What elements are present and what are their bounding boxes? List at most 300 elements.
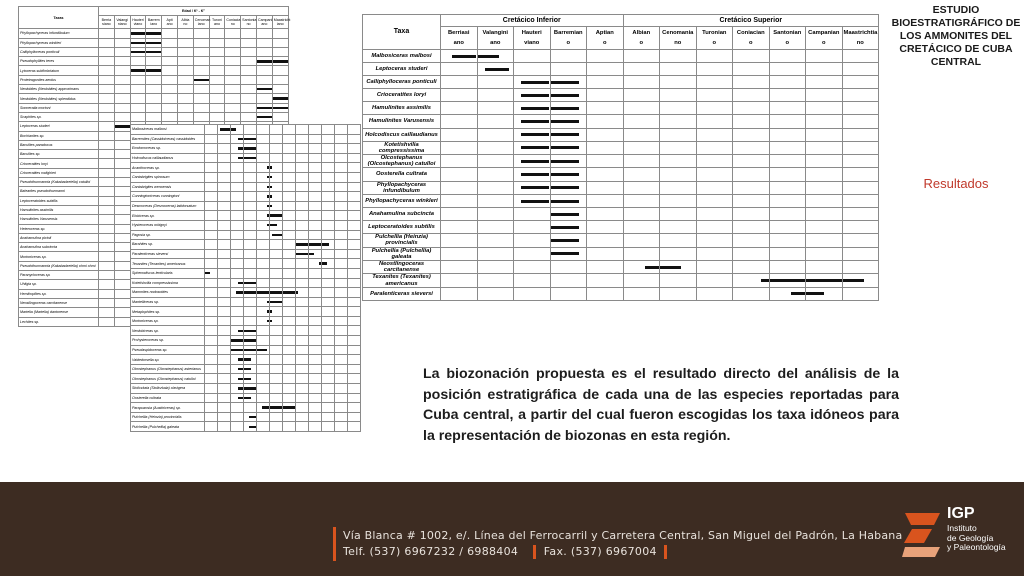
stage-cell <box>842 50 879 63</box>
stage-cell <box>623 115 660 128</box>
stage-cell <box>769 63 806 76</box>
stage-cell <box>218 182 231 192</box>
stage-cell <box>283 134 296 144</box>
stage-cell <box>309 240 322 250</box>
stage-cell <box>270 125 283 135</box>
stage-cell <box>257 288 270 298</box>
stage-cell <box>322 297 335 307</box>
stage-cell <box>296 336 309 346</box>
table-row <box>131 201 361 211</box>
stage-cell <box>257 211 270 221</box>
stage-cell <box>335 182 348 192</box>
stage-cell <box>283 240 296 250</box>
range-bar <box>270 214 282 216</box>
stage-header: Berria siano <box>99 16 115 29</box>
stage-header-line: Turonian <box>702 30 727 36</box>
stage-cell <box>99 112 115 121</box>
stage-cell <box>244 412 257 422</box>
taxon-name: Leptoceratoides subtilis <box>363 221 441 234</box>
stage-cell <box>130 38 146 47</box>
stage-cell <box>296 403 309 413</box>
stage-cell <box>244 288 257 298</box>
stage-cell <box>244 172 257 182</box>
stage-cell <box>257 374 270 384</box>
stage-cell <box>309 230 322 240</box>
stage-cell <box>205 288 218 298</box>
stage-cell <box>348 192 361 202</box>
stage-cell <box>256 75 272 84</box>
stage-cell <box>587 141 624 154</box>
logo-subtitle-line: de Geología <box>947 532 994 543</box>
taxon-name: Kotetishvilia compressissima <box>131 278 205 288</box>
range-bar <box>146 42 161 44</box>
stage-cell <box>218 240 231 250</box>
range-bar <box>257 88 272 90</box>
stage-cell <box>587 181 624 194</box>
stage-cell <box>477 208 514 221</box>
stage-header-line: Valangini <box>482 30 508 36</box>
stage-cell <box>477 155 514 168</box>
stage-cell <box>477 181 514 194</box>
stage-cell <box>769 208 806 221</box>
range-bar <box>231 349 243 351</box>
stage-header-line: o <box>566 40 571 46</box>
stage-cell <box>244 345 257 355</box>
stage-cell <box>441 155 478 168</box>
taxon-name: Barahites sp. <box>131 240 205 250</box>
table-row <box>131 288 361 298</box>
stage-cell <box>177 57 193 66</box>
stage-cell <box>842 115 879 128</box>
stage-cell <box>477 221 514 234</box>
stage-cell <box>514 141 551 154</box>
stage-cell <box>283 153 296 163</box>
stage-cell <box>256 29 272 38</box>
stage-cell <box>348 249 361 259</box>
stage-header: Coniacia no <box>225 16 241 29</box>
range-bar <box>791 292 805 295</box>
stage-cell <box>272 75 288 84</box>
lower-cretaceous-header: Cretácico Inferior <box>441 15 624 27</box>
stage-cell <box>587 168 624 181</box>
taxon-name: Prohysteroceras sp. <box>131 336 205 346</box>
taxon-name: Cantabrigites wenoensis <box>131 182 205 192</box>
stage-cell <box>270 153 283 163</box>
stage-cell <box>231 336 244 346</box>
stage-cell <box>348 163 361 173</box>
stage-cell <box>335 192 348 202</box>
stage-cell <box>514 274 551 287</box>
taxa-column-header: Taxa <box>363 15 441 50</box>
stage-header <box>441 27 478 50</box>
stage-cell <box>309 336 322 346</box>
stage-cell <box>335 144 348 154</box>
stage-cell <box>218 268 231 278</box>
stage-cell <box>769 194 806 207</box>
stage-cell <box>231 374 244 384</box>
stage-cell <box>283 288 296 298</box>
range-bar <box>273 107 288 109</box>
stage-cell <box>231 211 244 221</box>
stage-header: Cenoman iano <box>193 16 209 29</box>
stage-cell <box>696 261 733 274</box>
stage-cell <box>806 63 843 76</box>
taxon-name: Parapuzosia (Austiniceras) sp. <box>131 403 205 413</box>
stage-cell <box>322 153 335 163</box>
range-bar <box>521 146 549 149</box>
stage-cell <box>322 172 335 182</box>
stage-cell <box>587 102 624 115</box>
stage-cell <box>477 261 514 274</box>
range-bar <box>521 173 549 176</box>
stage-cell <box>309 422 322 432</box>
stage-cell <box>99 75 115 84</box>
stage-cell <box>231 153 244 163</box>
stage-cell <box>514 115 551 128</box>
stage-cell <box>348 364 361 374</box>
stage-cell <box>309 192 322 202</box>
stage-cell <box>244 211 257 221</box>
stage-cell <box>241 66 257 75</box>
stage-cell <box>162 38 178 47</box>
stage-cell <box>114 122 130 131</box>
stage-cell <box>696 194 733 207</box>
stage-cell <box>769 221 806 234</box>
stage-cell <box>806 89 843 102</box>
stage-cell <box>696 115 733 128</box>
stage-cell <box>146 85 162 94</box>
stage-cell <box>205 230 218 240</box>
stage-cell <box>114 38 130 47</box>
stage-cell <box>130 103 146 112</box>
range-bar <box>270 186 272 188</box>
stage-cell <box>587 247 624 260</box>
stage-cell <box>205 182 218 192</box>
range-bar <box>551 107 579 110</box>
stage-cell <box>769 155 806 168</box>
stage-cell <box>205 403 218 413</box>
stage-cell <box>257 422 270 432</box>
stage-cell <box>696 208 733 221</box>
stage-cell <box>244 230 257 240</box>
stage-cell <box>441 221 478 234</box>
stage-cell <box>244 182 257 192</box>
stage-cell <box>283 201 296 211</box>
stage-cell <box>335 163 348 173</box>
stage-cell <box>806 141 843 154</box>
stage-cell <box>322 230 335 240</box>
stage-cell <box>550 50 587 63</box>
stage-cell <box>270 336 283 346</box>
stage-header <box>806 27 843 50</box>
stage-cell <box>842 181 879 194</box>
stage-cell <box>193 29 209 38</box>
stage-cell <box>99 66 115 75</box>
stage-cell <box>769 261 806 274</box>
range-bar <box>238 397 243 399</box>
taxon-name: Pseudophyllites teres <box>19 57 99 66</box>
range-bar <box>521 94 549 97</box>
stage-cell <box>806 181 843 194</box>
table-row <box>19 94 289 103</box>
stage-cell <box>244 192 257 202</box>
stage-cell <box>309 412 322 422</box>
stage-cell <box>225 75 241 84</box>
stage-cell <box>272 57 288 66</box>
stage-header: Campani ano <box>256 16 272 29</box>
stage-cell <box>177 47 193 56</box>
stage-cell <box>660 168 697 181</box>
stage-header: Barrem iano <box>146 16 162 29</box>
stage-cell <box>114 289 130 298</box>
stage-cell <box>550 115 587 128</box>
stage-cell <box>335 249 348 259</box>
stage-cell <box>270 278 283 288</box>
taxon-name: Neolobites (Neolobites) approximans <box>19 85 99 94</box>
stage-cell <box>244 201 257 211</box>
stage-cell <box>130 47 146 56</box>
taxon-name: Leptoceras studeri <box>19 122 99 131</box>
stage-cell <box>441 50 478 63</box>
stage-cell <box>309 220 322 230</box>
stage-cell <box>587 234 624 247</box>
range-bar <box>551 186 579 189</box>
stage-cell <box>335 336 348 346</box>
stage-cell <box>114 75 130 84</box>
stage-cell <box>283 384 296 394</box>
taxon-name: Holcodiscus caillaudianus <box>363 128 441 141</box>
range-bar <box>273 60 288 62</box>
range-bar <box>270 195 272 197</box>
stage-cell <box>309 259 322 269</box>
stage-cell <box>283 403 296 413</box>
stage-header-line: no <box>674 40 682 46</box>
range-bar <box>273 97 288 99</box>
stage-cell <box>348 403 361 413</box>
stage-cell <box>335 355 348 365</box>
stage-cell <box>205 393 218 403</box>
stage-cell <box>441 89 478 102</box>
stage-cell <box>441 194 478 207</box>
footer-fax: Fax. (537) 6967004 <box>543 545 657 558</box>
stage-cell <box>769 287 806 300</box>
taxon-name: Hemihoplites sp. <box>19 289 99 298</box>
stage-cell <box>241 29 257 38</box>
stage-cell <box>842 261 879 274</box>
stage-cell <box>309 297 322 307</box>
stage-cell <box>209 57 225 66</box>
stage-cell <box>514 221 551 234</box>
stage-cell <box>477 234 514 247</box>
table-row <box>131 345 361 355</box>
stage-cell <box>309 201 322 211</box>
stage-cell <box>218 220 231 230</box>
table-row <box>131 278 361 288</box>
stage-cell <box>205 125 218 135</box>
taxon-name: Pagosia sp. <box>131 230 205 240</box>
stage-cell <box>162 29 178 38</box>
stage-header: Maastricht iano <box>272 16 288 29</box>
stage-cell <box>348 316 361 326</box>
range-bar <box>660 266 681 269</box>
taxon-name: Mantelliceras sp. <box>131 297 205 307</box>
stage-cell <box>218 211 231 221</box>
stage-cell <box>335 220 348 230</box>
logo-subtitle <box>947 524 1006 553</box>
stage-cell <box>272 94 288 103</box>
table-row <box>131 364 361 374</box>
stage-cell <box>477 50 514 63</box>
table-row <box>19 29 289 38</box>
stage-cell <box>696 63 733 76</box>
stage-cell <box>514 89 551 102</box>
stage-cell <box>842 287 879 300</box>
range-bar <box>238 138 243 140</box>
stage-cell <box>114 196 130 205</box>
stage-cell <box>244 144 257 154</box>
stage-cell <box>296 134 309 144</box>
range-bar <box>270 205 272 207</box>
stage-cell <box>806 261 843 274</box>
stage-cell <box>733 141 770 154</box>
stage-cell <box>283 393 296 403</box>
stage-cell <box>514 63 551 76</box>
stage-cell <box>205 374 218 384</box>
stage-cell <box>99 85 115 94</box>
stage-header: Santonia no <box>241 16 257 29</box>
stage-cell <box>114 66 130 75</box>
stage-header-line: o <box>822 40 826 46</box>
range-bar <box>270 291 282 293</box>
stage-cell <box>660 221 697 234</box>
stage-cell <box>114 205 130 214</box>
stage-cell <box>296 144 309 154</box>
stage-cell <box>257 297 270 307</box>
stage-cell <box>296 374 309 384</box>
stage-cell <box>256 85 272 94</box>
table-row <box>363 115 879 128</box>
stage-cell <box>257 403 270 413</box>
stage-cell <box>696 247 733 260</box>
stage-cell <box>205 316 218 326</box>
stage-cell <box>283 163 296 173</box>
stage-cell <box>270 403 283 413</box>
range-bar <box>238 358 243 360</box>
logo-wordmark: IGP <box>947 505 975 522</box>
table-row <box>131 384 361 394</box>
taxon-name: Neosilingoceras carcitanense <box>19 298 99 307</box>
stage-cell <box>309 134 322 144</box>
stage-cell <box>660 234 697 247</box>
stage-cell <box>99 205 115 214</box>
table-row <box>363 102 879 115</box>
stage-cell <box>660 247 697 260</box>
stage-cell <box>322 220 335 230</box>
stage-cell <box>769 89 806 102</box>
stage-cell <box>441 274 478 287</box>
stage-cell <box>99 159 115 168</box>
stage-cell <box>322 393 335 403</box>
stage-cell <box>244 336 257 346</box>
stage-cell <box>205 134 218 144</box>
taxon-name: Malbosiceras malbosi <box>131 125 205 135</box>
taxon-name: Cunningtoniceras cunningtoni <box>131 192 205 202</box>
stage-cell <box>99 94 115 103</box>
taxon-name: Baculites paradoxus <box>19 140 99 149</box>
stage-cell <box>514 128 551 141</box>
table-row <box>363 221 879 234</box>
stage-cell <box>769 128 806 141</box>
stage-cell <box>514 261 551 274</box>
stage-cell <box>696 168 733 181</box>
stage-cell <box>322 144 335 154</box>
stage-cell <box>270 240 283 250</box>
table-row <box>363 274 879 287</box>
stage-cell <box>477 89 514 102</box>
stage-cell <box>257 220 270 230</box>
taxon-name: Scaphites sp. <box>19 112 99 121</box>
stage-cell <box>99 233 115 242</box>
stage-cell <box>335 345 348 355</box>
stage-cell <box>270 412 283 422</box>
stage-cell <box>177 66 193 75</box>
stage-cell <box>244 163 257 173</box>
stage-cell <box>270 259 283 269</box>
stage-cell <box>218 249 231 259</box>
taxon-name: Pulchellia (Pulchellia) galeata <box>363 247 441 260</box>
stage-cell <box>99 280 115 289</box>
stage-cell <box>842 155 879 168</box>
taxon-name: Desmoceras (Desmoceras) latidorsatum <box>131 201 205 211</box>
stage-cell <box>146 38 162 47</box>
stage-cell <box>806 287 843 300</box>
stage-cell <box>550 168 587 181</box>
table-row <box>131 268 361 278</box>
stage-cell <box>272 38 288 47</box>
taxon-name: Acanthoceras sp. <box>131 163 205 173</box>
range-bar <box>551 200 579 203</box>
stage-cell <box>733 89 770 102</box>
section-label: Resultados <box>923 176 989 191</box>
stage-cell <box>660 208 697 221</box>
stage-cell <box>514 155 551 168</box>
stage-cell <box>296 278 309 288</box>
taxon-name: Olcostephanus (Olcostephanus) asterianus <box>131 364 205 374</box>
stage-cell <box>335 297 348 307</box>
stage-header <box>733 27 770 50</box>
taxon-name: Neolobites (Neolobites) splendidus <box>19 94 99 103</box>
stage-cell <box>322 374 335 384</box>
taxon-name: Balearites pseudothurmanni <box>19 187 99 196</box>
table-row <box>131 144 361 154</box>
stage-cell <box>205 268 218 278</box>
taxon-name: Anahamulina subcincta <box>363 208 441 221</box>
stage-cell <box>769 181 806 194</box>
stage-cell <box>177 85 193 94</box>
stage-cell <box>441 141 478 154</box>
stage-cell <box>477 128 514 141</box>
stage-cell <box>322 249 335 259</box>
stage-cell <box>218 374 231 384</box>
stage-cell <box>660 141 697 154</box>
stage-cell <box>842 76 879 89</box>
stage-cell <box>587 63 624 76</box>
stage-cell <box>309 268 322 278</box>
stage-cell <box>441 208 478 221</box>
range-bar <box>244 138 256 140</box>
stage-cell <box>348 326 361 336</box>
stage-cell <box>322 355 335 365</box>
